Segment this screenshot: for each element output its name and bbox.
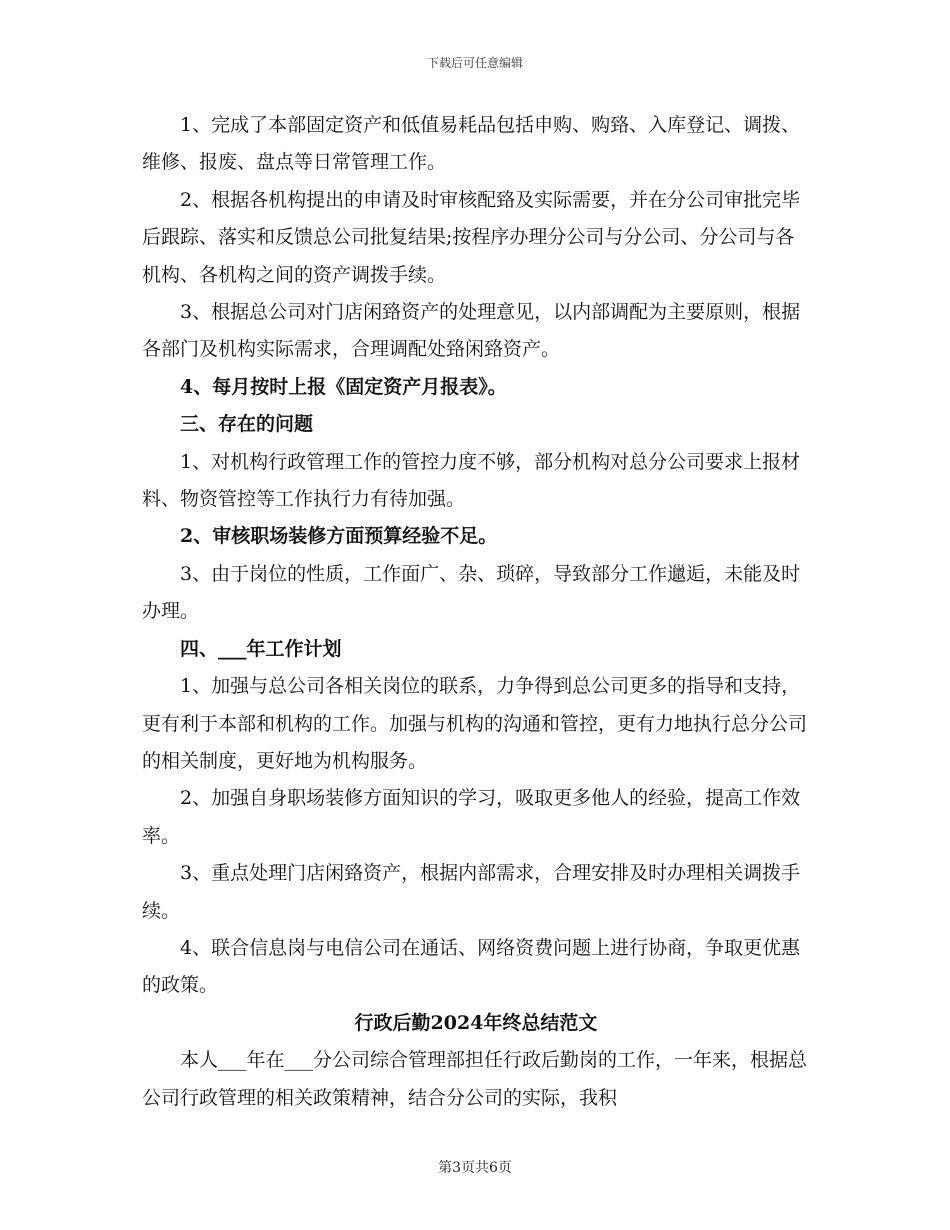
plan-item-2: 2、加强自身职场装修方面知识的学习，吸取更多他人的经验，提高工作效率。 <box>142 787 801 847</box>
plan-item-1: 1、加强与总公司各相关岗位的联系，力争得到总公司更多的指导和支持，更有利于本部和机构的工作。加强与机构的沟通和管控，更有力地执行总分公司的相关制度，更好地为机构服务。 <box>142 675 808 772</box>
paragraph-item-1: 1、完成了本部固定资产和低值易耗品包括申购、购臵、入库登记、调拨、维修、报废、盘点等日常管理工作。 <box>142 114 801 174</box>
page-header: 下载后可任意编辑 <box>426 56 523 70</box>
plan-item-4: 4、联合信息岗与电信公司在通话、网络资费问题上进行协商，争取更优惠的政策。 <box>142 936 801 997</box>
paragraph-item-4: 4、每月按时上报《固定资产月报表》。 <box>180 375 507 398</box>
intro-paragraph: 本人___年在___分公司综合管理部担任行政后勤岗的工作，一年来，根据总公司行政管理的相关政策精神，结合分公司的实际，我积 <box>142 1049 808 1109</box>
section-heading-issues: 三、存在的问题 <box>180 413 314 436</box>
issue-item-1: 1、对机构行政管理工作的管控力度不够，部分机构对总分公司要求上报材料、物资管控等工作执行力有待加强。 <box>142 450 801 511</box>
document-body <box>142 107 810 1117</box>
section-heading-plan: 四、___年工作计划 <box>180 637 342 660</box>
paragraph-item-3: 3、根据总公司对门店闲臵资产的处理意见，以内部调配为主要原则，根据各部门及机构实际需求，合理调配处臵闲臵资产。 <box>142 301 801 361</box>
page-footer: 第3页共6页 <box>438 1160 512 1176</box>
document-title: 行政后勤2024年终总结范文 <box>354 1011 598 1034</box>
plan-item-3: 3、重点处理门店闲臵资产，根据内部需求，合理安排及时办理相关调拨手续。 <box>142 862 801 922</box>
paragraph-item-2: 2、根据各机构提出的申请及时审核配臵及实际需要，并在分公司审批完毕后跟踪、落实和反馈总公司批复结果;按程序办理分公司与分公司、分公司与各机构、各机构之间的资产调拨手续。 <box>142 188 801 286</box>
issue-item-3: 3、由于岗位的性质，工作面广、杂、琐碎，导致部分工作邋逅，未能及时办理。 <box>142 562 801 623</box>
issue-item-2: 2、审核职场装修方面预算经验不足。 <box>180 525 498 548</box>
